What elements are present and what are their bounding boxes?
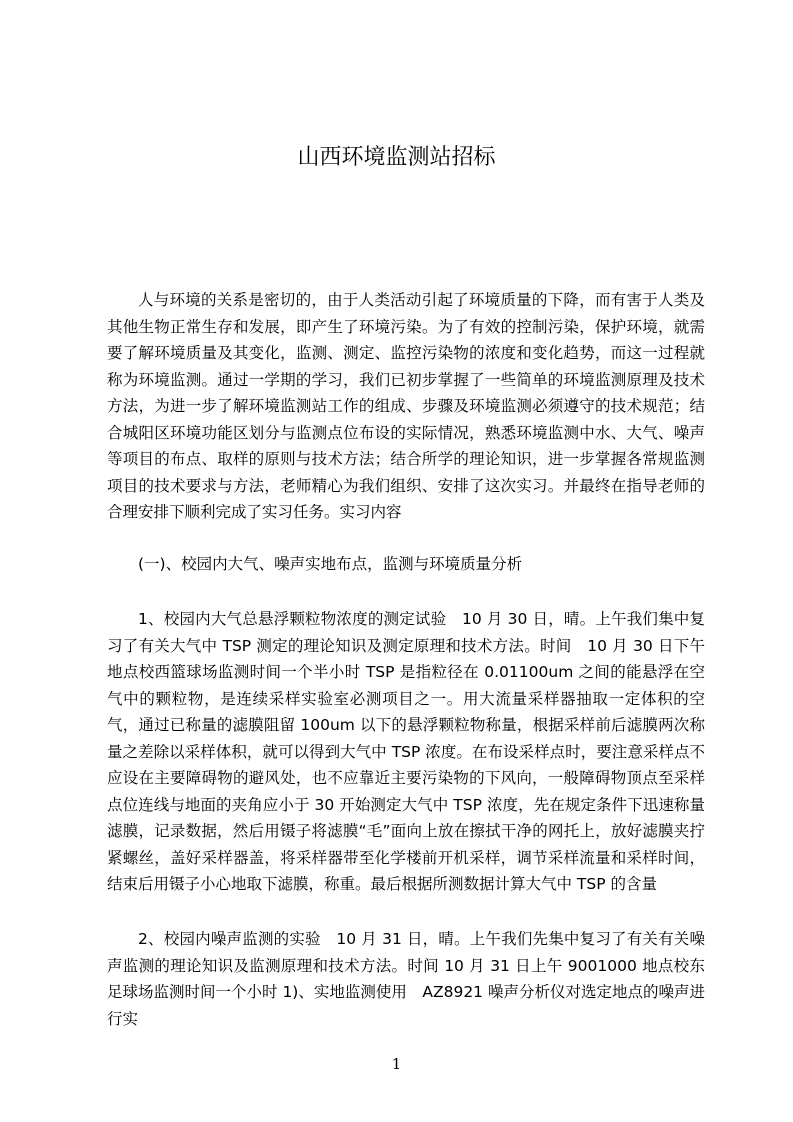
page-title: 山西环境监测站招标 (297, 145, 496, 170)
noise-test-paragraph: 2、校园内噪声监测的实验 10 月 31 日，晴。上午我们先集中复习了有关有关噪声监测的理论知识及监测原理和技术方法。时间 10 月 31 日上午 9001000 地点校东足球场监测时间一个小时 1)、实地监测使用 AZ8921 噪声分析仪对选定地点的噪声进行实 (107, 930, 705, 1028)
page-number: 1 (391, 1055, 402, 1073)
air-tsp-test-paragraph: 1、校园内大气总悬浮颗粒物浓度的测定试验 10 月 30 日，晴。上午我们集中复习了有关大气中 TSP 测定的理论知识及测定原理和技术方法。时间 10 月 30 日下午地点校西篮球场监测时间一个半小时 TSP 是指粒径在 0.01100um 之间的能悬浮在空气中的颗粒物，是连续采样实验室必测项目之一。用大流量采样器抽取一定体积的空气，通过已称量的滤膜阻留 100um 以下的悬浮颗粒物称量，根据采样前后滤膜两次称量之差除以采样体积，就可以得到大气中 TSP 浓度。在布设采样点时，要注意采样点不应设在主要障碍物的避风处，也不应靠近主要污染物的下风向，一般障碍物顶点至采样点位连线与地面的夹角应小于 30 开始测定大气中 TSP 浓度，先在规定条件下迅速称量滤膜，记录数据，然后用镊子将滤膜“毛”面向上放在擦拭干净的网托上，放好滤膜夹拧紧螺丝，盖好采样器盖，将采样器带至化学楼前开机采样，调节采样流量和采样时间，结束后用镊子小心地取下滤膜，称重。最后根据所测数据计算大气中 TSP 的含量 (107, 610, 705, 893)
intro-paragraph: 人与环境的关系是密切的，由于人类活动引起了环境质量的下降，而有害于人类及其他生物正常生存和发展，即产生了环境污染。为了有效的控制污染，保护环境，就需要了解环境质量及其变化，监测、测定、监控污染物的浓度和变化趋势，而这一过程就称为环境监测。通过一学期的学习，我们已初步掌握了一些简单的环境监测原理及技术方法，为进一步了解环境监测站工作的组成、步骤及环境监测必须遵守的技术规范；结合城阳区环境功能区划分与监测点位布设的实际情况，熟悉环境监测中水、大气、噪声等项目的布点、取样的原则与技术方法；结合所学的理论知识，进一步掌握各常规监测项目的技术要求与方法，老师精心为我们组织、安排了这次实习。并最终在指导老师的合理安排下顺利完成了实习任务。实习内容 (107, 291, 705, 521)
section-heading: (一)、校园内大气、噪声实地布点，监测与环境质量分析 (138, 555, 523, 573)
